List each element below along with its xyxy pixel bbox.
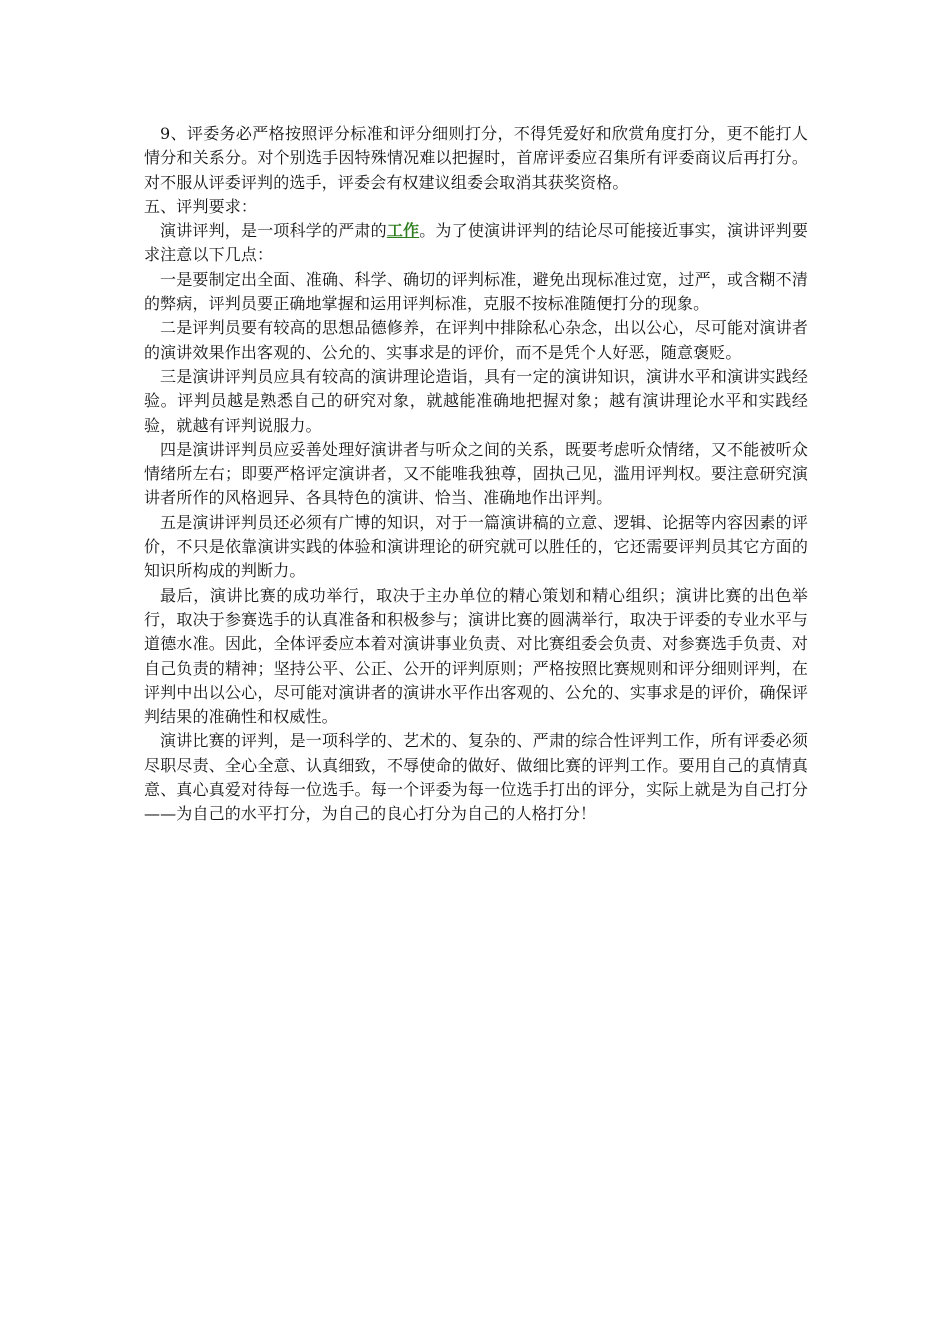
paragraph-intro: [144, 219, 808, 268]
document-body: [144, 122, 808, 827]
intro-text-before-link: 演讲评判，是一项科学的严肃的: [160, 221, 387, 241]
section-heading-evaluation-requirements: 五、评判要求：: [144, 196, 258, 216]
paragraph-point-3: 三是演讲评判员应具有较高的演讲理论造诣，具有一定的演讲知识，演讲水平和演讲实践经验。评判员越是熟悉自己的研究对象，就越能准确地把握对象；越有演讲理论水平和实践经验，就越有评判说服力。: [144, 366, 808, 435]
paragraph-closing: 演讲比赛的评判，是一项科学的、艺术的、复杂的、严肃的综合性评判工作，所有评委必须尽职尽责、全心全意、认真细致，不辱使命的做好、做细比赛的评判工作。要用自己的真情真意、真心真爱对待每一位选手。每一个评委为每一位选手打出的评分，实际上就是为自己打分——为自己的水平打分，为自己的良心打分为自己的人格打分！: [144, 731, 808, 824]
intro-text-after-link: 。为了使演讲评判的结论尽可能接近事实，演讲评判要求注意以下几点：: [144, 221, 808, 265]
paragraph-rule-9: 9、评委务必严格按照评分标准和评分细则打分，不得凭爱好和欣赏角度打分，更不能打人情分和关系分。对个别选手因特殊情况难以把握时，首席评委应召集所有评委商议后再打分。对不服从评委评判的选手，评委会有权建议组委会取消其获奖资格。: [144, 124, 808, 192]
paragraph-point-5: 五是演讲评判员还必须有广博的知识，对于一篇演讲稿的立意、逻辑、论据等内容因素的评价，不只是依靠演讲实践的体验和演讲理论的研究就可以胜任的，它还需要评判员其它方面的知识所构成的判断力。: [144, 512, 808, 581]
paragraph-point-2: 二是评判员要有较高的思想品德修养，在评判中排除私心杂念，出以公心，尽可能对演讲者的演讲效果作出客观的、公允的、实事求是的评价，而不是凭个人好恶，随意褒贬。: [144, 318, 808, 362]
paragraph-point-1: 一是要制定出全面、准确、科学、确切的评判标准，避免出现标准过宽，过严，或含糊不清的弊病，评判员要正确地掌握和运用评判标准，克服不按标准随便打分的现象。: [144, 269, 808, 314]
paragraph-point-4: 四是演讲评判员应妥善处理好演讲者与听众之间的关系，既要考虑听众情绪，又不能被听众情绪所左右；即要严格评定演讲者，又不能唯我独尊，固执己见，滥用评判权。要注意研究演讲者所作的风格迥异、各具特色的演讲、恰当、准确地作出评判。: [144, 439, 808, 508]
work-link[interactable]: 工作: [386, 221, 420, 241]
paragraph-finally: 最后，演讲比赛的成功举行，取决于主办单位的精心策划和精心组织；演讲比赛的出色举行，取决于参赛选手的认真准备和积极参与；演讲比赛的圆满举行，取决于评委的专业水平与道德水准。因此，全体评委应本着对演讲事业负责、对比赛组委会负责、对参赛选手负责、对自己负责的精神；坚持公平、公正、公开的评判原则；严格按照比赛规则和评分细则评判，在评判中出以公心，尽可能对演讲者的演讲水平作出客观的、公允的、实事求是的评价，确保评判结果的准确性和权威性。: [144, 585, 808, 727]
